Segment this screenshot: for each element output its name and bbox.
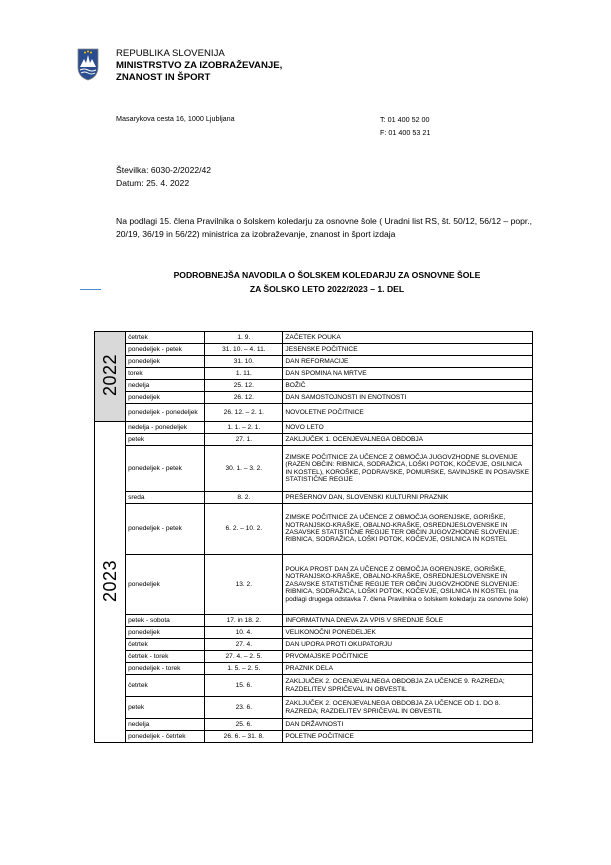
ministry-line-2: MINISTRSTVO ZA IZOBRAŽEVANJE, bbox=[116, 60, 283, 71]
table-row bbox=[95, 404, 533, 422]
date-cell: 27. 1. bbox=[205, 434, 283, 446]
event-cell: POLETNE POČITNICE bbox=[283, 731, 533, 743]
table-row bbox=[95, 332, 533, 344]
table-row bbox=[95, 651, 533, 663]
event-cell: INFORMATIVNA DNEVA ZA VPIS V SREDNJE ŠOLE bbox=[283, 615, 533, 627]
day-cell: nedelja bbox=[126, 719, 205, 731]
event-cell: POUKA PROST DAN ZA UČENCE Z OBMOČJA GORENJSKE, GORIŠKE, NOTRANJSKO-KRAŠKE, OBALNO-KRAŠKE, OSREDNJESLOVENSKE IN ZASAVSKE STATISTIČNE REGIJE TER OBČIN JUGOVZHODNE SLOVENIJE: RIBNICA, SODRAŽICA, LOŠKI POTOK, KOČEVJE, OSILNICA IN KOSTEL (na podlagi drugega odstavka 7. člena Pravilnika o šolskem koledarju za osnovne šole) bbox=[283, 555, 533, 615]
event-cell: DAN SAMOSTOJNOSTI IN ENOTNOSTI bbox=[283, 392, 533, 404]
date-cell: 25. 6. bbox=[205, 719, 283, 731]
event-cell: ZAKLJUČEK 1. OCENJEVALNEGA OBDOBJA bbox=[283, 434, 533, 446]
date-cell: 25. 12. bbox=[205, 380, 283, 392]
date-cell: 1. 1. – 2. 1. bbox=[205, 422, 283, 434]
table-row bbox=[95, 504, 533, 555]
address: Masarykova cesta 16, 1000 Ljubljana bbox=[116, 114, 235, 123]
table-row bbox=[95, 492, 533, 504]
day-cell: ponedeljek - petek bbox=[126, 344, 205, 356]
table-row bbox=[95, 663, 533, 675]
event-cell: ZIMSKE POČITNICE ZA UČENCE Z OBMOČJA GORENJSKE, GORIŠKE, NOTRANJSKO-KRAŠKE, OBALNO-KRAŠKE, OSREDNJESLOVENSKE IN ZASAVSKE STATISTIČNE REGIJE TER OBČIN JUGOVZHODNE SLOVENIJE: RIBNICA, SODRAŽICA, LOŠKI POTOK, KOČEVJE, OSILNICA IN KOSTEL bbox=[283, 504, 533, 555]
event-cell: DAN SPOMINA NA MRTVE bbox=[283, 368, 533, 380]
table-row bbox=[95, 434, 533, 446]
day-cell: četrtek - torek bbox=[126, 651, 205, 663]
fax-number: F: 01 400 53 21 bbox=[380, 127, 431, 137]
date-cell: 27. 4. – 2. 5. bbox=[205, 651, 283, 663]
date-cell: 13. 2. bbox=[205, 555, 283, 615]
event-cell: ZAKLJUČEK 2. OCENJEVALNEGA OBDOBJA ZA UČENCE OD 1. DO 8. RAZREDA; RAZDELITEV SPRIČEVAL IN OBVESTIL bbox=[283, 697, 533, 719]
event-cell: ZIMSKE POČITNICE ZA UČENCE Z OBMOČJA JUGOVZHODNE SLOVENIJE (RAZEN OBČIN: RIBNICA, SODRAŽICA, LOŠKI POTOK, KOČEVJE, OSILNICA IN KOSTEL), KOROŠKE, PODRAVSKE, POMURSKE, SAVINJSKE IN POSAVSKE STATISTIČNE REGIJE bbox=[283, 446, 533, 492]
table-row bbox=[95, 731, 533, 743]
margin-marker bbox=[80, 289, 101, 290]
event-cell: DAN UPORA PROTI OKUPATORJU bbox=[283, 639, 533, 651]
contact-info bbox=[380, 114, 430, 139]
ministry-line-3: ZNANOST IN ŠPORT bbox=[116, 72, 211, 83]
table-row bbox=[95, 555, 533, 615]
day-cell: ponedeljek bbox=[126, 392, 205, 404]
date-cell: 6. 2. – 10. 2. bbox=[205, 504, 283, 555]
event-cell: VELIKONOČNI PONEDELJEK bbox=[283, 627, 533, 639]
table-row bbox=[95, 615, 533, 627]
date-cell: 26. 12. – 2. 1. bbox=[205, 404, 283, 422]
day-cell: nedelja bbox=[126, 380, 205, 392]
day-cell: ponedeljek bbox=[126, 356, 205, 368]
day-cell: ponedeljek bbox=[126, 555, 205, 615]
document-title bbox=[116, 269, 538, 296]
date-cell: 30. 1. – 3. 2. bbox=[205, 446, 283, 492]
table-row bbox=[95, 380, 533, 392]
table-row bbox=[95, 627, 533, 639]
day-cell: ponedeljek - ponedeljek bbox=[126, 404, 205, 422]
day-cell: ponedeljek - petek bbox=[126, 446, 205, 492]
title-line-1: PODROBNEJŠA NAVODILA O ŠOLSKEM KOLEDARJU ZA OSNOVNE ŠOLE bbox=[173, 270, 481, 280]
date-cell: 31. 10. bbox=[205, 356, 283, 368]
event-cell: PREŠERNOV DAN, SLOVENSKI KULTURNI PRAZNIK bbox=[283, 492, 533, 504]
year-2022-cell bbox=[95, 332, 126, 422]
intro-paragraph: Na podlagi 15. člena Pravilnika o šolskem koledarju za osnovne šole ( Uradni list RS, št. 50/12, 56/12 – popr., 20/19, 36/19 in 56/22) ministrica za izobraževanje, znanost in šport izdaja bbox=[116, 216, 533, 239]
table-row bbox=[95, 422, 533, 434]
event-cell: DAN REFORMACIJE bbox=[283, 356, 533, 368]
date-cell: 1. 11. bbox=[205, 368, 283, 380]
day-cell: četrtek bbox=[126, 639, 205, 651]
table-row bbox=[95, 344, 533, 356]
day-cell: ponedeljek - četrtek bbox=[126, 731, 205, 743]
date-cell: 31. 10. – 4. 11. bbox=[205, 344, 283, 356]
date-cell: 23. 6. bbox=[205, 697, 283, 719]
title-line-2: ZA ŠOLSKO LETO 2022/2023 – 1. DEL bbox=[249, 283, 405, 294]
event-cell: NOVOLETNE POČITNICE bbox=[283, 404, 533, 422]
day-cell: petek - sobota bbox=[126, 615, 205, 627]
day-cell: nedelja - ponedeljek bbox=[126, 422, 205, 434]
day-cell: ponedeljek bbox=[126, 627, 205, 639]
day-cell: torek bbox=[126, 368, 205, 380]
document-reference bbox=[116, 164, 211, 190]
event-cell: PRAZNIK DELA bbox=[283, 663, 533, 675]
date-cell: 27. 4. bbox=[205, 639, 283, 651]
table-row bbox=[95, 675, 533, 697]
date-cell: 1. 5. – 2. 5. bbox=[205, 663, 283, 675]
day-cell: petek bbox=[126, 434, 205, 446]
ministry-line-1: REPUBLIKA SLOVENIJA bbox=[116, 48, 225, 59]
day-cell: ponedeljek - petek bbox=[126, 504, 205, 555]
table-row bbox=[95, 368, 533, 380]
date-cell: 26. 6. – 31. 8. bbox=[205, 731, 283, 743]
date-cell: 15. 6. bbox=[205, 675, 283, 697]
date-cell: 17. in 18. 2. bbox=[205, 615, 283, 627]
table-row bbox=[95, 719, 533, 731]
date-cell: 8. 2. bbox=[205, 492, 283, 504]
date-cell: 1. 9. bbox=[205, 332, 283, 344]
table-row bbox=[95, 697, 533, 719]
event-cell: ZAKLJUČEK 2. OCENJEVALNEGA OBDOBJA ZA UČENCE 9. RAZREDA; RAZDELITEV SPRIČEVAL IN OBVESTIL bbox=[283, 675, 533, 697]
day-cell: petek bbox=[126, 697, 205, 719]
school-calendar-table bbox=[94, 331, 533, 743]
day-cell: četrtek bbox=[126, 675, 205, 697]
event-cell: NOVO LETO bbox=[283, 422, 533, 434]
table-row bbox=[95, 446, 533, 492]
table-row bbox=[95, 356, 533, 368]
year-2023-cell bbox=[95, 422, 126, 743]
year-2023-label: 2023 bbox=[100, 559, 121, 602]
event-cell: ZAČETEK POUKA bbox=[283, 332, 533, 344]
day-cell: četrtek bbox=[126, 332, 205, 344]
date-cell: 26. 12. bbox=[205, 392, 283, 404]
table-row bbox=[95, 639, 533, 651]
date-cell: 10. 4. bbox=[205, 627, 283, 639]
ministry-name bbox=[116, 48, 282, 84]
coat-of-arms-icon bbox=[76, 47, 100, 81]
document-date: Datum: 25. 4. 2022 bbox=[116, 178, 190, 188]
event-cell: JESENSKE POČITNICE bbox=[283, 344, 533, 356]
event-cell: DAN DRŽAVNOSTI bbox=[283, 719, 533, 731]
phone-number: T: 01 400 52 00 bbox=[380, 115, 430, 124]
event-cell: BOŽIČ bbox=[283, 380, 533, 392]
event-cell: PRVOMAJSKE POČITNICE bbox=[283, 651, 533, 663]
day-cell: sreda bbox=[126, 492, 205, 504]
document-number: Številka: 6030-2/2022/42 bbox=[116, 165, 212, 175]
year-2022-label: 2022 bbox=[100, 354, 121, 397]
day-cell: ponedeljek - torek bbox=[126, 663, 205, 675]
table-row bbox=[95, 392, 533, 404]
